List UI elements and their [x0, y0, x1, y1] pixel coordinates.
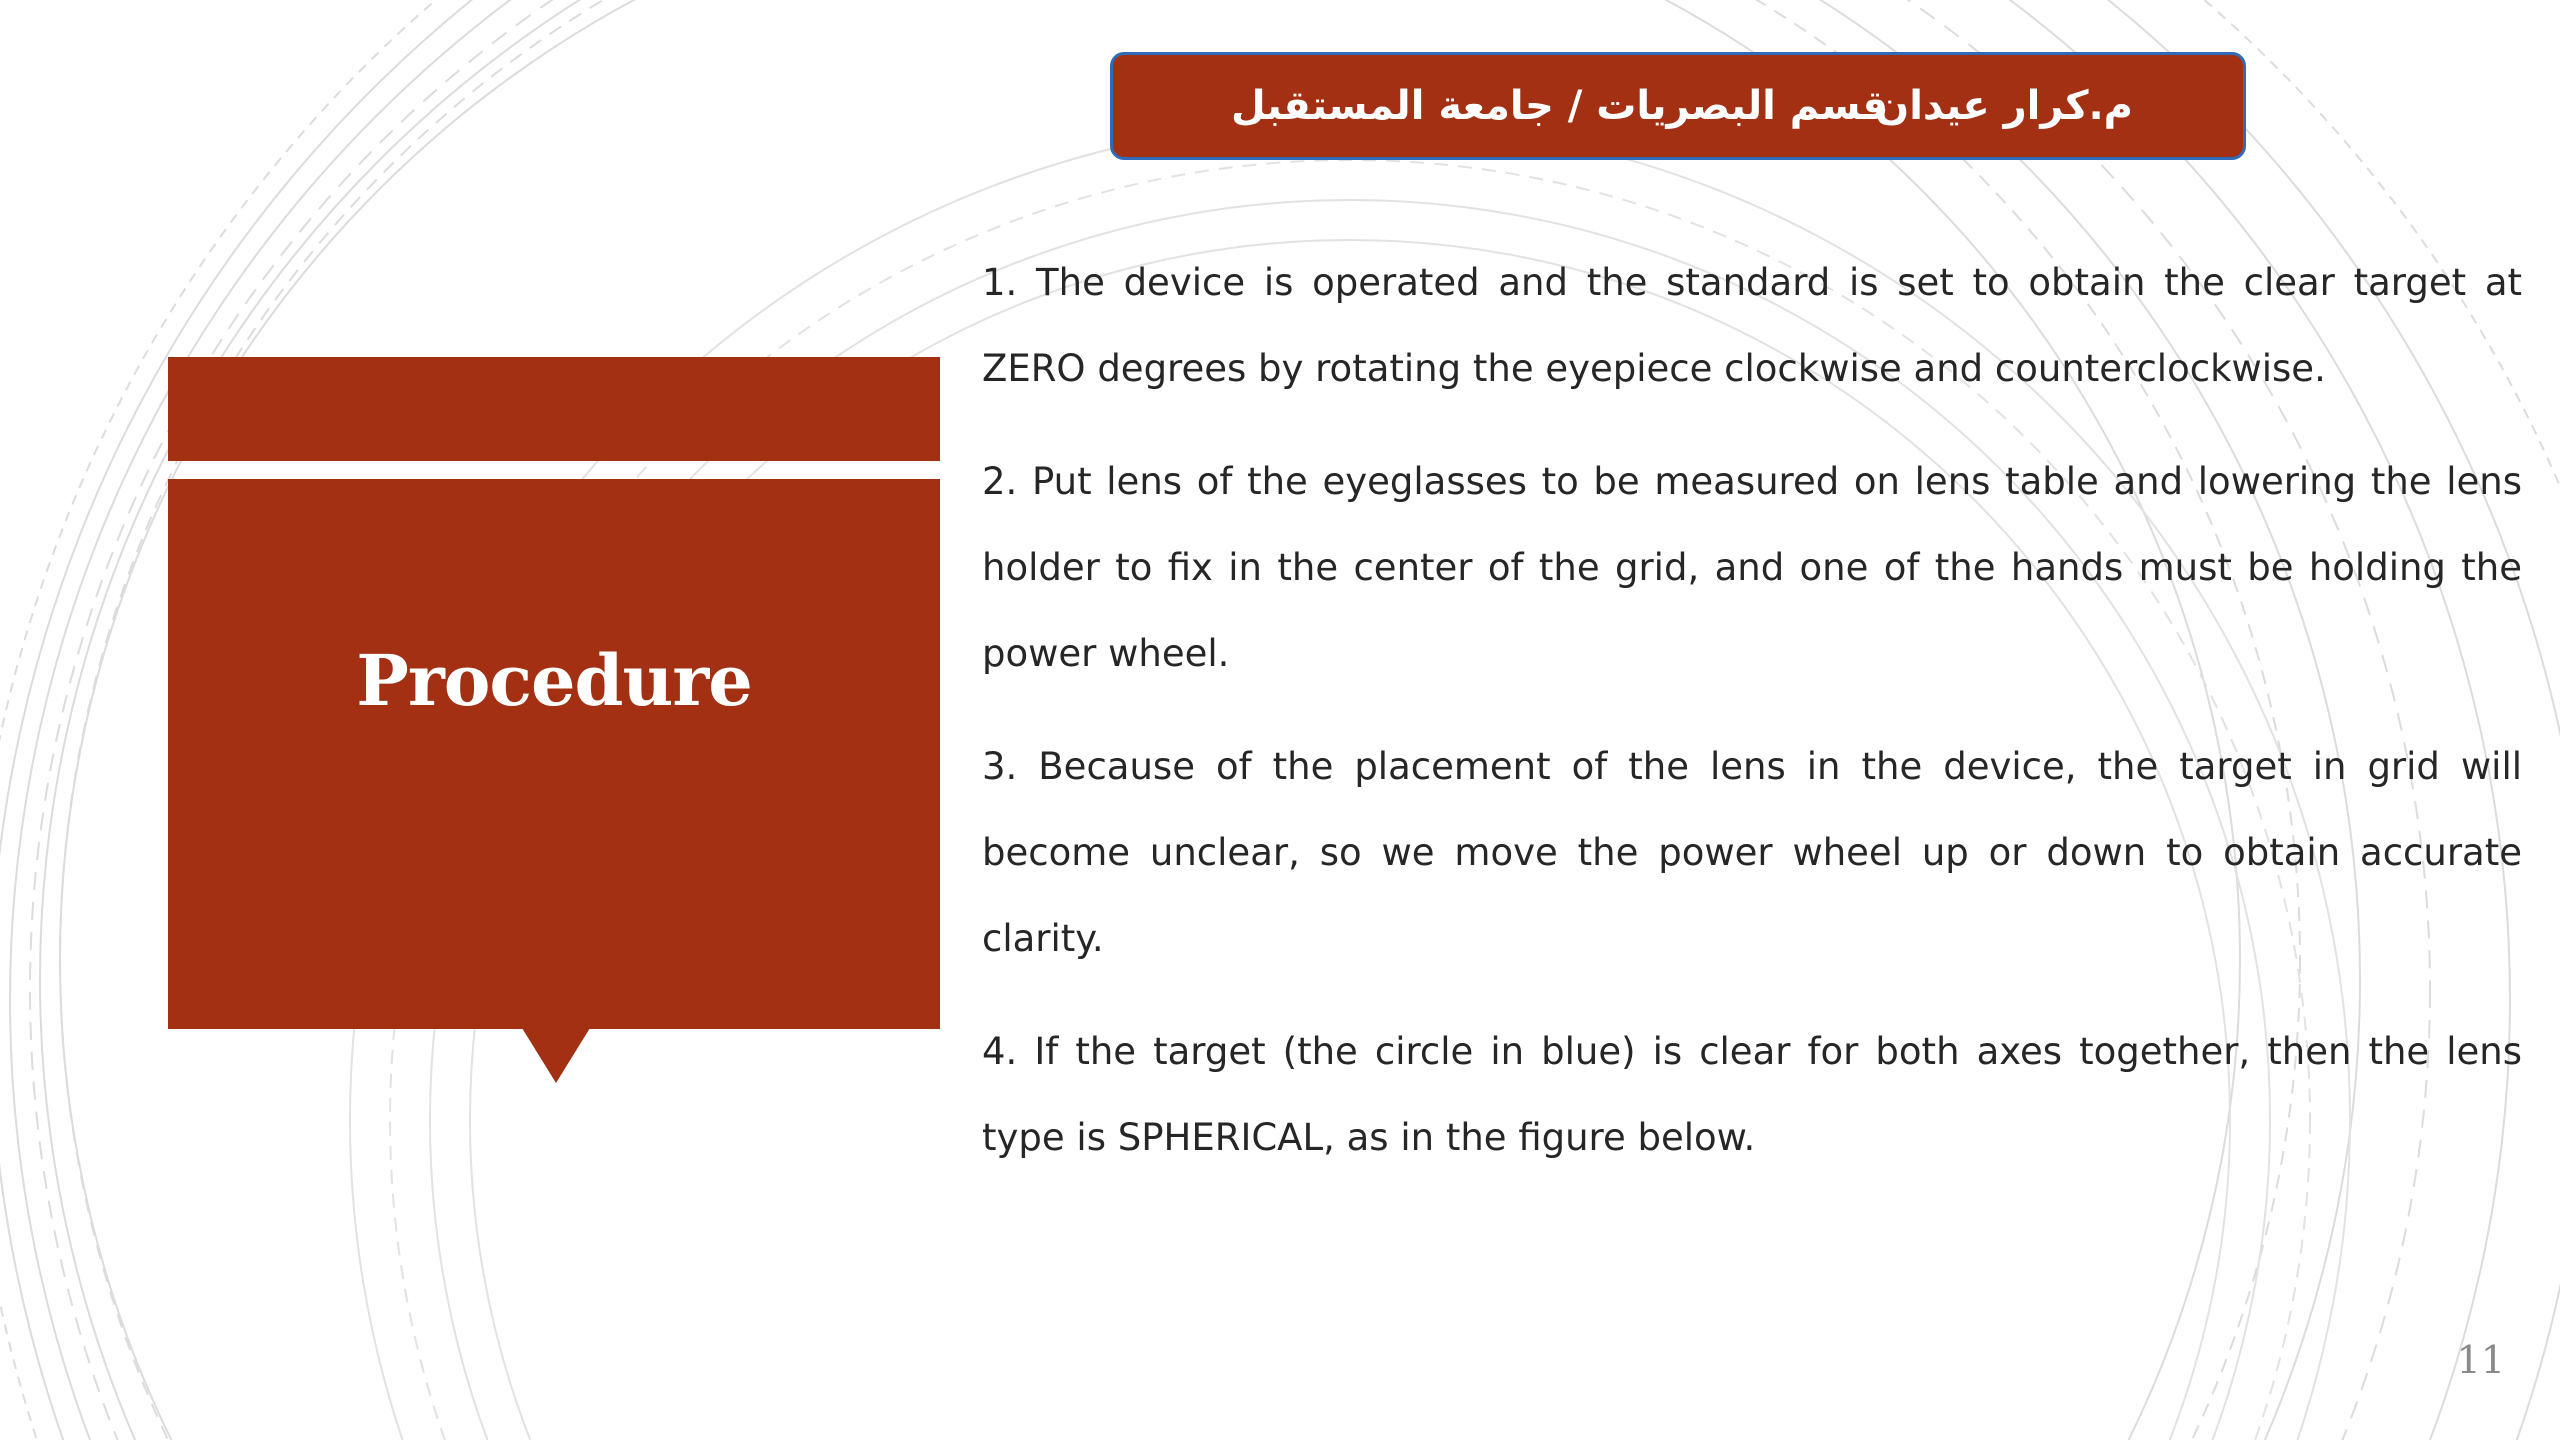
- slide-title: Procedure: [356, 639, 752, 722]
- header-banner: [1110, 52, 2246, 160]
- procedure-step: 2. Put lens of the eyeglasses to be measured on lens table and lowering the lens holder to fix in the center of the grid, and one of the hands must be holding the power wheel.: [982, 460, 2522, 675]
- header-department: قسم البصريات / جامعة المستقبل: [1231, 83, 1889, 129]
- page-number: 11: [2456, 1338, 2505, 1382]
- callout-pointer: [522, 1028, 590, 1083]
- title-top-strip: [168, 357, 940, 461]
- procedure-step: 4. If the target (the circle in blue) is clear for both axes together, then the lens type is SPHERICAL, as in the figure below.: [982, 1030, 2522, 1159]
- procedure-step: 3. Because of the placement of the lens in the device, the target in grid will become unclear, so we move the power wheel up or down to obtain accurate clarity.: [982, 745, 2522, 960]
- title-callout: [168, 479, 940, 1029]
- procedure-steps: [982, 240, 2522, 1208]
- header-author: م.كرار عيدان: [1875, 83, 2133, 129]
- procedure-step: 1. The device is operated and the standard is set to obtain the clear target at ZERO degrees by rotating the eyepiece clockwise and counterclockwise.: [982, 261, 2522, 390]
